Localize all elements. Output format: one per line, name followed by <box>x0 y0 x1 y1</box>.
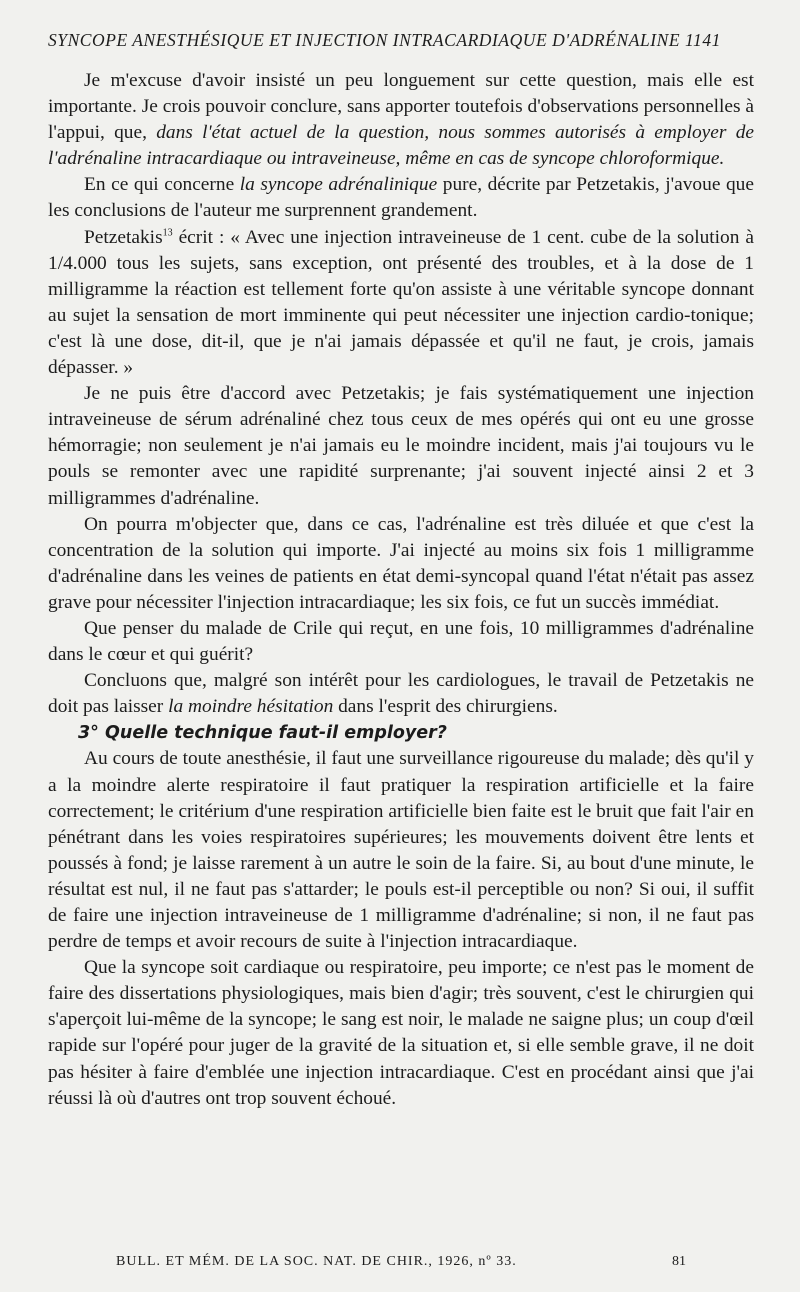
p7-text-b: dans l'esprit des chirurgiens. <box>333 696 558 718</box>
paragraph-1 <box>48 68 754 172</box>
journal-citation: BULL. ET MÉM. DE LA SOC. NAT. DE CHIR., 1926, nº 33. <box>116 1254 517 1269</box>
page-footer <box>116 1254 686 1270</box>
p1-text: Je m'excuse d'avoir insisté un peu longuement sur cette question, mais elle est importante. Je crois pouvoir conclure, sans apporter toutefois d'observations personnelles à l'appui, que, <box>48 70 754 144</box>
p3-quote: écrit : « Avec une injection intraveineuse de 1 cent. cube de la solution à 1/4.000 tous les sujets, sans exception, ont présenté des troubles, et à la dose de 1 milligramme la réaction est tellement forte qu'on assiste à une véritable syncope donnant au sujet la sensation de mort imminente qui peut nécessiter une injection cardio-tonique; c'est là une dose, dit-il, que je n'ai jamais dépassée et qu'il ne faut, je crois, jamais dépasser. » <box>48 226 754 379</box>
running-header: SYNCOPE ANESTHÉSIQUE ET INJECTION INTRACARDIAQUE D'ADRÉNALINE 1141 <box>48 30 721 50</box>
paragraph-7 <box>48 668 754 720</box>
p3-author: Petzetakis <box>84 226 163 248</box>
section-heading: 3° Quelle technique faut-il employer? <box>78 723 447 744</box>
paragraph-2 <box>48 172 754 224</box>
paragraph-4: Je ne puis être d'accord avec Petzetakis; je fais systématiquement une injection intraveineuse de sérum adrénaliné chez tous ceux de mes opérés qui ont eu une grosse hémorragie; non seulement je n'ai jamais eu le moindre incident, mais j'ai toujours vu le pouls se remonter avec une rapidité surprenante; j'ai souvent injecté ainsi 2 et 3 milligrammes d'adrénaline. <box>48 383 754 509</box>
paragraph-3 <box>48 225 754 382</box>
p2-emphasis: la syncope adrénalinique <box>239 174 438 196</box>
article-body <box>48 68 754 1112</box>
p2-text-a: En ce qui concerne <box>84 174 240 196</box>
paragraph-6: Que penser du malade de Crile qui reçut, en une fois, 10 milligrammes d'adrénaline dans le cœur et qui guérit? <box>48 617 754 666</box>
p1-emphasis: dans l'état actuel de la question, nous sommes autorisés à employer de l'adrénaline intracardiaque ou intraveineuse, même en cas de syncope chloroformique. <box>48 122 754 170</box>
p2-text-b: pure, décrite par Petzetakis, j'avoue que les conclusions de l'auteur me surprennent grandement. <box>48 174 754 222</box>
p7-emphasis: la moindre hésitation <box>168 696 334 718</box>
footnote-ref: 13 <box>162 227 173 239</box>
paragraph-9: Que la syncope soit cardiaque ou respiratoire, peu importe; ce n'est pas le moment de faire des dissertations physiologiques, mais bien d'agir; très souvent, c'est le chirurgien qui s'aperçoit lui-même de la syncope; le sang est noir, le malade ne saigne plus; un coup d'œil rapide sur l'opéré pour juger de la gravité de la situation et, si elle semble grave, il ne doit pas hésiter à faire d'emblée une injection intracardiaque. C'est en procédant ainsi que j'ai réussi là où d'autres ont trop souvent échoué. <box>48 957 754 1109</box>
paragraph-5: On pourra m'objecter que, dans ce cas, l'adrénaline est très diluée et que c'est la concentration de la solution qui importe. J'ai injecté au moins six fois 1 milligramme d'adrénaline dans les veines de patients en état demi-syncopal quand l'état n'était pas assez grave pour nécessiter l'injection intracardiaque; les six fois, ce fut un succès immédiat. <box>48 513 754 613</box>
paragraph-8: Au cours de toute anesthésie, il faut une surveillance rigoureuse du malade; dès qu'il y a la moindre alerte respiratoire il faut pratiquer la respiration artificielle et la faire correctement; le critérium d'une respiration artificielle bien faite est le bruit que fait l'air en pénétrant dans les voies respiratoires supérieures; les mouvements doivent être lents et poussés à fond; je laisse rarement à un autre le soin de la faire. Si, au bout d'une minute, le résultat est nul, il ne faut pas s'attarder; le pouls est-il perceptible ou non? Si oui, il suffit de faire une injection intraveineuse de 1 milligramme d'adrénaline; si non, il ne faut pas perdre de temps et avoir recours de suite à l'injection intracardiaque. <box>48 748 754 953</box>
p7-text-a: Concluons que, malgré son intérêt pour les cardiologues, le travail de Petzetakis ne doit pas laisser <box>48 670 754 718</box>
page-number: 81 <box>672 1254 686 1269</box>
